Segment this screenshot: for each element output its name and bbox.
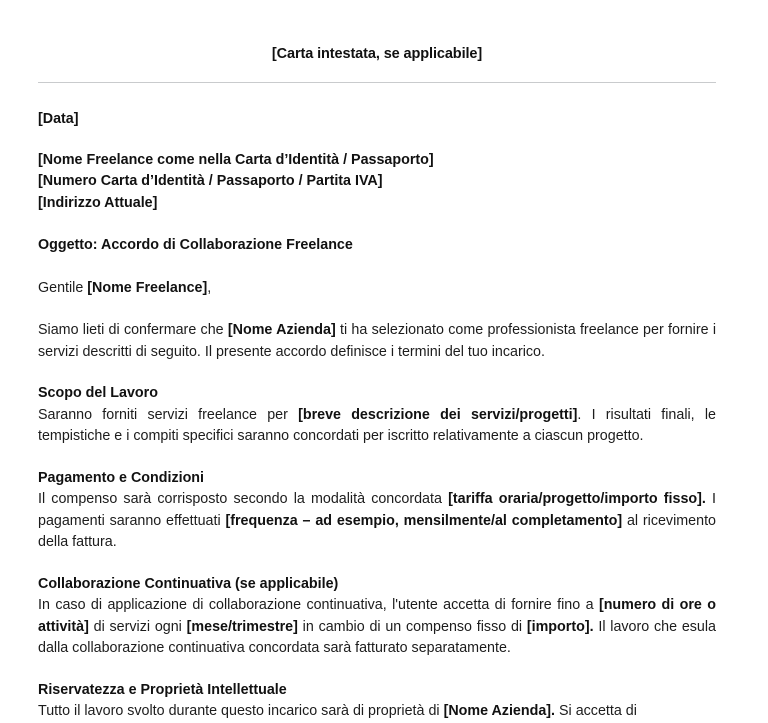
- retainer-part-2: di servizi ogni: [88, 618, 187, 635]
- greeting-line: [38, 278, 716, 300]
- intro-paragraph: [38, 320, 716, 363]
- spacer-before-section-scope: [38, 363, 716, 383]
- scope-bold-1: [breve descrizione dei servizi/progetti]: [298, 406, 578, 423]
- identity-line-name: [Nome Freelance come nella Carta d’Identità / Passaporto]: [38, 151, 434, 168]
- payment-bold-1: [tariffa oraria/progetto/importo fisso].: [448, 491, 706, 507]
- intro-part-2: ti ha selezionato come professionista freelance per fornire i servizi descritti di seguito. Il presente accordo definisce i termini del tuo incarico.: [38, 322, 716, 360]
- scope-part-1: Saranno forniti servizi freelance per: [38, 406, 299, 423]
- spacer-before-greeting: [38, 257, 716, 278]
- spacer-before-subject: [38, 214, 716, 235]
- payment-part-2: I pagamenti saranno effettuati: [38, 491, 716, 529]
- spacer-before-intro: [38, 299, 716, 320]
- identity-line-address: [Indirizzo Attuale]: [38, 194, 158, 211]
- retainer-part-3: in cambio di un compenso fisso di: [297, 618, 527, 635]
- greeting-prefix: Gentile: [38, 279, 88, 296]
- letterhead-title: [Carta intestata, se applicabile]: [271, 46, 483, 62]
- retainer-bold-3: [importo].: [526, 618, 594, 635]
- retainer-bold-2: [mese/trimestre]: [186, 618, 298, 635]
- intro-part-1: Siamo lieti di confermare che: [38, 322, 228, 338]
- subject-line: Oggetto: Accordo di Collaborazione Freelance: [38, 237, 353, 253]
- confidentiality-part-2: Si accetta di: [555, 703, 637, 719]
- spacer-after-divider: [38, 83, 716, 109]
- greeting-name-placeholder: [Nome Freelance]: [87, 279, 208, 296]
- retainer-bold-1: [numero di ore o attività]: [38, 597, 717, 635]
- spacer-before-section-retainer: [38, 554, 716, 574]
- greeting-suffix: ,: [207, 279, 212, 296]
- payment-part-1: Il compenso sarà corrisposto secondo la modalità concordata: [38, 491, 449, 507]
- section-body-retainer: [38, 595, 716, 660]
- payment-bold-2: [frequenza – ad esempio, mensilmente/al completamento]: [225, 512, 623, 529]
- spacer-before-section-confidentiality: [38, 660, 716, 680]
- section-heading-retainer: Collaborazione Continuativa (se applicabile): [38, 575, 339, 592]
- spacer-before-identity: [38, 131, 716, 150]
- spacer-before-section-payment: [38, 448, 716, 468]
- payment-part-3: al ricevimento della fattura.: [38, 512, 716, 550]
- document-content: [38, 0, 716, 723]
- intro-company-placeholder: [Nome Azienda]: [227, 322, 336, 338]
- date-placeholder: [Data]: [38, 111, 79, 127]
- section-body-confidentiality: [38, 701, 716, 723]
- section-heading-payment: Pagamento e Condizioni: [38, 469, 205, 486]
- retainer-part-1: In caso di applicazione di collaborazione continuativa, l'utente accetta di fornire fino a: [38, 597, 599, 613]
- section-heading-scope: Scopo del Lavoro: [38, 385, 158, 401]
- scope-part-2: . I risultati finali, le tempistiche e i compiti specifici saranno concordati per iscritto relativamente a ciascun progetto.: [38, 406, 716, 444]
- section-heading-confidentiality: Riservatezza e Proprietà Intellettuale: [38, 681, 287, 698]
- confidentiality-part-1: Tutto il lavoro svolto durante questo incarico sarà di proprietà di: [38, 703, 444, 719]
- section-body-payment: [38, 489, 716, 554]
- identity-line-number: [Numero Carta d’Identità / Passaporto / Partita IVA]: [38, 173, 383, 189]
- section-body-scope: [38, 405, 716, 448]
- confidentiality-bold-1: [Nome Azienda].: [443, 703, 556, 719]
- retainer-part-4: Il lavoro che esula dalla collaborazione continuativa concordata sarà fatturato separatamente.: [38, 618, 716, 656]
